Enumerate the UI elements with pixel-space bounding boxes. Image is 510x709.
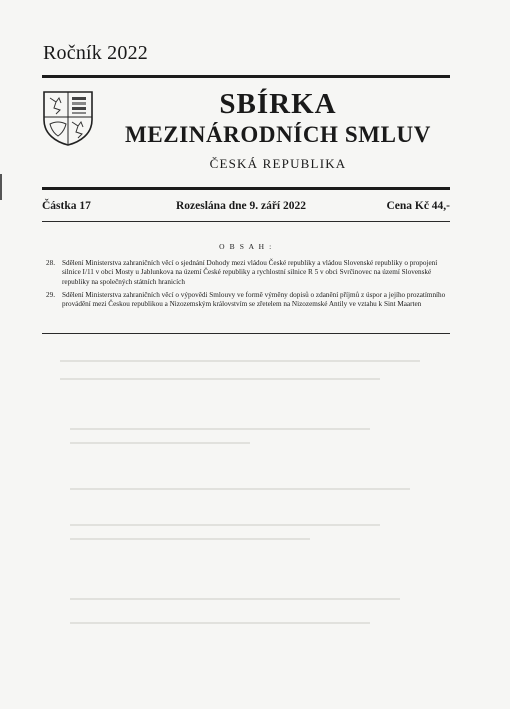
item-text: Sdělení Ministerstva zahraničních věcí o výpovědi Smlouvy ve formě výměny dopisů o zdanění příjmů z úspor a jejího prozatímního provádění mezi Českou republikou a Nizozemským královstvím se zřetelem na Nizozemské Antily ve vztahu k Sint Maarten xyxy=(62,290,446,309)
item-text: Sdělení Ministerstva zahraničních věcí o sjednání Dohody mezi vládou České republiky a vládou Slovenské republiky o propojení silnice I/11 v obci Mosty u Jablunkova na území České republiky a rychlostní silnice R 5 v obci Svrčinovec na území Slovenské republiky na společných státních hranicích xyxy=(62,259,438,286)
bleed-through-line xyxy=(60,360,420,362)
bleed-through-line xyxy=(70,598,400,600)
czech-coat-of-arms-icon xyxy=(42,90,94,146)
bleed-through-line xyxy=(70,428,370,430)
scan-edge-mark xyxy=(0,174,2,200)
issue-price: Cena Kč 44,- xyxy=(386,200,450,212)
list-item xyxy=(42,291,450,310)
publication-subtitle: MEZINÁRODNÍCH SMLUV xyxy=(125,122,431,147)
bleed-through-line xyxy=(70,524,380,526)
contents-heading: O B S A H : xyxy=(219,242,273,251)
item-number: 29. xyxy=(46,290,55,299)
issue-number: Částka 17 xyxy=(42,200,91,212)
list-item xyxy=(42,259,450,287)
volume-year: Ročník 2022 xyxy=(43,42,148,64)
item-number: 28. xyxy=(46,259,55,267)
header-rule-top xyxy=(42,75,450,78)
bleed-through-line xyxy=(70,442,250,444)
bleed-through-line xyxy=(70,538,310,540)
bleed-through-line xyxy=(70,622,370,624)
bleed-through-line xyxy=(60,378,380,380)
bleed-through-line xyxy=(70,488,410,490)
contents-rule xyxy=(42,333,450,334)
header-rule-bottom xyxy=(42,187,450,190)
publication-title: SBÍRKA xyxy=(219,88,337,120)
meta-rule xyxy=(42,221,450,222)
contents-list xyxy=(42,259,450,313)
distribution-date: Rozeslána dne 9. září 2022 xyxy=(176,200,307,212)
country-name: ČESKÁ REPUBLIKA xyxy=(209,156,347,171)
